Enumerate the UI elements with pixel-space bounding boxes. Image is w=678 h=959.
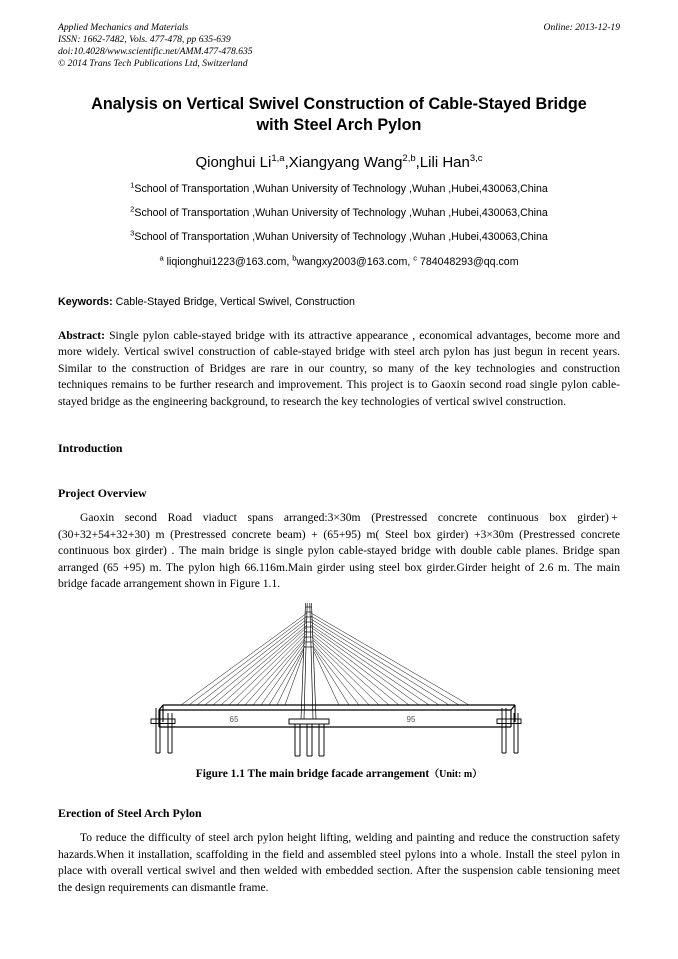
journal-issn: ISSN: 1662-7482, Vols. 477-478, pp 635-639 [58,34,231,46]
keywords-label: Keywords: [58,296,113,308]
author-1-markers: 1,a [271,153,285,164]
email-a-marker: a [159,253,164,263]
abstract-text: Single pylon cable-stayed bridge with its attractive appearance , economical advantages, become more and more widely. Vertical swivel construction of cable-stayed bridge with steel arch pylon has just begun in recent years. Similar to the construction of Bridges are rare in our country, so many of the key technologies and construction techniques remains to be further research and improvement. This project is to Gaoxin second road single pylon cable-stayed bridge as the engineering background, to research the key technologies of vertical swivel construction. [58,329,620,408]
affiliation-3-marker: 3 [130,228,135,238]
heading-introduction: Introduction [58,441,123,456]
paper-content [58,22,620,896]
figure-caption-unit: （Unit: m） [429,769,483,780]
author-2-name: ,Xiangyang Wang [284,154,403,171]
author-1-name: Qionghui Li [195,154,272,171]
affiliation-1 [58,180,620,196]
online-date: Online: 2013-12-19 [543,22,620,33]
cable-group-right [311,613,469,705]
page-title: Analysis on Vertical Swivel Construction of Cable-Stayed Bridge with Steel Arch Pylon [91,95,587,134]
author-3-name: ,Lili Han [415,154,470,171]
figure-caption [58,765,620,780]
author-2-markers: 2,b [402,153,416,164]
journal-copyright: © 2014 Trans Tech Publications Ltd, Switzerland [58,58,248,70]
span-label-right: 95 [406,715,416,724]
affiliation-2 [58,204,620,220]
email-a: liqionghui1223@163.com, [163,256,293,268]
email-b-marker: b [292,253,297,263]
email-c-marker: c [413,253,418,263]
pylon-tower [301,603,316,719]
journal-name: Applied Mechanics and Materials [58,22,189,33]
author-3-markers: 3,c [469,153,483,164]
deck-girder [159,705,515,727]
email-c: 784048293@qq.com [417,256,519,268]
affiliation-2-marker: 2 [130,204,135,214]
affiliation-3-text: School of Transportation ,Wuhan University of Technology ,Wuhan ,Hubei,430063,China [134,231,548,243]
bridge-facade-diagram [139,601,539,761]
affiliation-2-text: School of Transportation ,Wuhan University of Technology ,Wuhan ,Hubei,430063,China [134,207,548,219]
abstract-block [58,328,620,410]
heading-erection: Erection of Steel Arch Pylon [58,806,202,820]
pier-right [497,708,521,753]
keywords-line [58,295,620,309]
cable-group-left [181,613,307,705]
abstract-label: Abstract: [58,329,106,342]
figure-caption-main: Figure 1.1 The main bridge facade arrangement [195,768,430,780]
pier-center [289,719,329,756]
span-label-left: 65 [229,715,239,724]
email-b: wangxy2003@163.com, [296,256,414,268]
heading-project-overview: Project Overview [58,486,147,501]
affiliation-1-marker: 1 [130,180,135,190]
journal-doi: doi:10.4028/www.scientific.net/AMM.477-478.635 [58,46,253,58]
paragraph-project-overview: Gaoxin second Road viaduct spans arranged:3×30m (Prestressed concrete continuous box girder) + (30+32+54+32+30) m (Prestressed concrete beam) + (65+95) m( Steel box girder) +3×30m (Prestressed concrete continuous box girder) . The main bridge is single pylon cable-stayed bridge with double cable planes. Bridge span arranged (65 +95) m. The pylon high 66.116m.Main girder using steel box girder.Girder height of 2.6 m. The main bridge facade arrangement shown in Figure 1.1. [58,511,620,591]
paragraph-erection: To reduce the difficulty of steel arch pylon height lifting, welding and painting and reduce the construction safety hazards.When it installation, scaffolding in the field and assembled steel pylons into a whole. Install the steel pylon in place with overall vertical swivel and then welded with embedded section. After the suspension cable tensioning meet the design requirements can dismantle frame. [58,831,620,894]
figure-1-1 [58,601,620,780]
author-list [58,154,620,172]
author-emails [58,253,620,269]
keywords-value: Cable-Stayed Bridge, Vertical Swivel, Construction [112,296,356,308]
affiliation-1-text: School of Transportation ,Wuhan University of Technology ,Wuhan ,Hubei,430063,China [134,183,548,195]
journal-header [58,22,620,72]
affiliation-3 [58,228,620,244]
